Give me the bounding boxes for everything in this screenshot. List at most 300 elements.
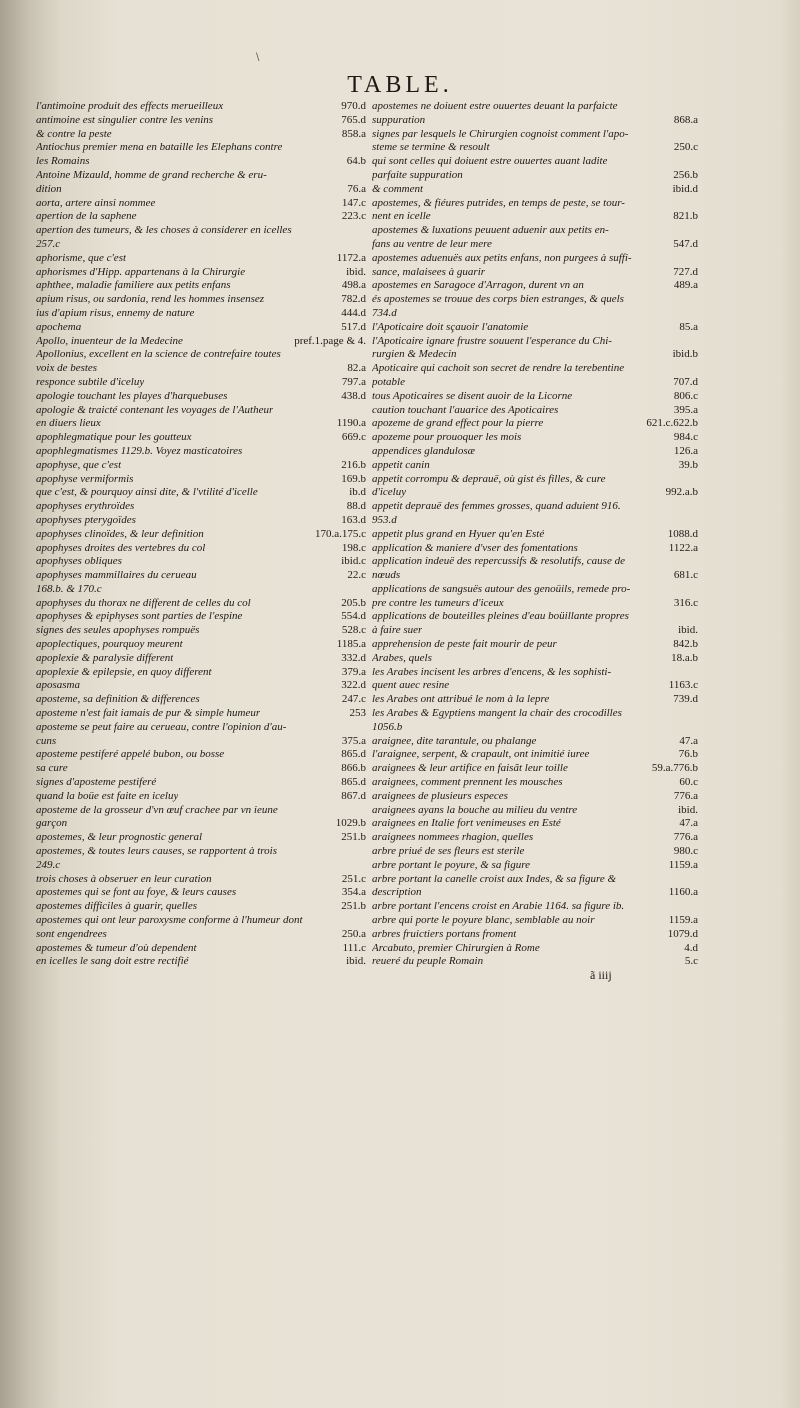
- index-entry-ref: 865.d: [341, 776, 366, 789]
- index-entry-ref: 821.b: [673, 210, 698, 223]
- index-entry-text: caution touchant l'auarice des Apoticaires: [372, 403, 559, 416]
- index-entry-ref: 59.a.776.b: [651, 762, 698, 775]
- index-entry: [372, 597, 698, 611]
- index-entry-text: applications de sangsuës autour des genoüils, remede pro-: [372, 582, 631, 595]
- index-entry-text: apophyses & epiphyses sont parties de l'espine: [36, 610, 243, 623]
- index-entry-text: araignees nommees rhagion, quelles: [372, 831, 534, 844]
- index-entry: [36, 845, 366, 859]
- index-entry: [372, 335, 698, 349]
- index-entry: [372, 431, 698, 445]
- index-entry-ref: 170.a.175.c: [314, 527, 366, 540]
- index-entry-text: arbre portant l'encens croist en Arabie 1164. sa figure ib.: [372, 900, 625, 913]
- index-entry-text: és apostemes se trouue des corps bien estranges, & quels: [372, 293, 624, 306]
- index-entry: [36, 500, 366, 514]
- index-entry-ref: 1029.b: [335, 817, 366, 830]
- index-entry: [36, 390, 366, 404]
- index-entry-ref: 322.d: [341, 679, 366, 692]
- index-entry: [36, 804, 366, 818]
- index-entry: [372, 762, 698, 776]
- index-entry-text: apochema: [36, 320, 82, 333]
- index-entry-text: 1056.b: [372, 720, 403, 733]
- index-entry: [36, 307, 366, 321]
- index-entry-text: Apollonius, excellent en la science de contrefaire toutes: [36, 348, 281, 361]
- index-entry-text: arbre portant la canelle croist aux Indes, & sa figure &: [372, 872, 617, 885]
- index-entry: [372, 486, 698, 500]
- index-entry-text: voix de bestes: [36, 362, 98, 375]
- index-entry-text: apophyses obliques: [36, 555, 122, 568]
- index-entry-text: araignee, dite tarantule, ou phalange: [372, 734, 537, 747]
- index-entry-ref: 980.c: [673, 845, 698, 858]
- index-entry: [372, 390, 698, 404]
- index-entry-ref: 970.d: [341, 100, 366, 112]
- index-entry-text: application & maniere d'vser des fomentations: [372, 541, 578, 554]
- index-entry-text: à faire suer: [372, 624, 423, 637]
- index-entry-text: apozeme de grand effect pour la pierre: [372, 417, 544, 430]
- index-entry-text: d'iceluy: [372, 486, 407, 499]
- index-entry-text: arbre portant le poyure, & sa figure: [372, 858, 530, 871]
- index-entry: [372, 638, 698, 652]
- index-entry: [36, 210, 366, 224]
- index-entry-text: apoplexie & paralysie different: [36, 651, 174, 664]
- index-entry: [36, 776, 366, 790]
- index-entry: [372, 238, 698, 252]
- index-entry-text: fans au ventre de leur mere: [372, 237, 492, 250]
- index-entry: [372, 293, 698, 307]
- index-entry-text: en diuers lieux: [36, 417, 101, 430]
- page-title: TABLE.: [347, 72, 453, 98]
- index-entry-text: apertion de la saphene: [36, 210, 137, 223]
- index-entry-text: arbre qui porte le poyure blanc, semblable au noir: [372, 914, 595, 927]
- index-entry: [372, 224, 698, 238]
- index-entry-text: apostemes, & leur prognostic general: [36, 831, 203, 844]
- index-entry-ref: 256.b: [673, 168, 698, 181]
- index-entry-text: appetit deprauë des femmes grosses, quand aduient 916.: [372, 500, 621, 513]
- index-entry-text: arbre priué de ses fleurs est sterile: [372, 845, 525, 858]
- index-entry-ref: 865.d: [341, 748, 366, 761]
- index-entry: [36, 348, 366, 362]
- index-entry: [36, 583, 366, 597]
- index-entry-text: apostemes aduenuës aux petits enfans, non purgees à suffi-: [372, 251, 632, 264]
- index-entry: [36, 569, 366, 583]
- index-entry-ref: 1122.a: [668, 541, 698, 554]
- index-entry: [372, 679, 698, 693]
- index-entry: [36, 790, 366, 804]
- index-entry-text: nent en icelle: [372, 210, 431, 223]
- index-entry: [372, 445, 698, 459]
- index-entry-text: quent auec resine: [372, 679, 450, 692]
- index-entry: [372, 790, 698, 804]
- index-entry: [36, 155, 366, 169]
- index-entry-ref: 1160.a: [668, 886, 698, 899]
- index-entry-text: 953.d: [372, 513, 397, 526]
- page-mark: \: [256, 52, 260, 63]
- index-entry-text: signes par lesquels le Chirurgien cognoist comment l'apo-: [372, 127, 629, 140]
- index-entry-text: antimoine est singulier contre les venins: [36, 113, 214, 126]
- index-entry-text: apophyses mammillaires du cerueau: [36, 569, 197, 582]
- index-entry-ref: 621.c.622.b: [646, 417, 698, 430]
- index-entry: [36, 486, 366, 500]
- index-entry: [36, 762, 366, 776]
- index-entry-text: apophyses erythroïdes: [36, 500, 135, 513]
- index-entry-ref: 5.c: [684, 955, 698, 968]
- index-entry-ref: 250.a: [341, 927, 366, 940]
- index-entry-ref: 251.b: [341, 831, 366, 844]
- index-entry: [372, 735, 698, 749]
- index-entry: [36, 624, 366, 638]
- index-entry-ref: 22.c: [347, 569, 366, 582]
- index-entry: [372, 748, 698, 762]
- index-entry: [372, 514, 698, 528]
- index-entry-ref: 1088.d: [667, 527, 698, 540]
- index-entry: [36, 831, 366, 845]
- index-entry: [36, 266, 366, 280]
- index-entry: [372, 417, 698, 431]
- index-entry-text: les Arabes incisent les arbres d'encens, & les sophisti-: [372, 665, 612, 678]
- index-entry: [36, 528, 366, 542]
- index-entry-text: l'araignee, serpent, & crapault, ont inimitié iuree: [372, 748, 590, 761]
- index-entry-ref: 332.d: [341, 651, 366, 664]
- index-entry-text: apostemes, & fiéures putrides, en temps de peste, se tour-: [372, 196, 625, 209]
- index-entry-text: les Arabes & Egyptiens mangent la chair des crocodilles: [372, 707, 622, 720]
- index-entry-text: parfaite suppuration: [372, 168, 463, 181]
- index-entry-text: l'antimoine produit des effects merueilleux: [36, 100, 224, 112]
- index-entry: [372, 279, 698, 293]
- index-entry: [372, 831, 698, 845]
- index-entry-text: signes des seules apophyses rompuës: [36, 624, 200, 637]
- index-entry-text: reueré du peuple Romain: [372, 955, 484, 968]
- index-entry-text: apophyse, que c'est: [36, 458, 122, 471]
- index-entry-ref: 163.d: [341, 513, 366, 526]
- index-entry: [36, 652, 366, 666]
- index-entry: [36, 473, 366, 487]
- index-entry: [372, 210, 698, 224]
- index-entry-ref: 251.b: [341, 900, 366, 913]
- index-entry: [372, 528, 698, 542]
- index-column-left: [36, 100, 366, 969]
- index-entry-text: les Romains: [36, 155, 90, 168]
- index-entry: [372, 183, 698, 197]
- index-entry: [36, 707, 366, 721]
- index-entry: [372, 707, 698, 721]
- index-entry-ref: 198.c: [341, 541, 366, 554]
- index-entry-text: araignees ayans la bouche au milieu du ventre: [372, 803, 578, 816]
- index-entry-text: araignees & leur artifice en faisãt leur toille: [372, 762, 568, 775]
- index-entry: [36, 252, 366, 266]
- index-entry-ref: 253: [349, 707, 366, 720]
- index-entry-ref: 47.a: [679, 817, 698, 830]
- index-entry-text: apophlegmatique pour les goutteux: [36, 431, 192, 444]
- index-entry-ref: ib.d: [349, 486, 366, 499]
- index-entry-ref: 64.b: [346, 155, 366, 168]
- index-entry: [36, 942, 366, 956]
- index-entry: [36, 638, 366, 652]
- index-entry: [36, 362, 366, 376]
- index-entry: [372, 859, 698, 873]
- index-entry-text: signes d'aposteme pestiferé: [36, 776, 157, 789]
- index-entry: [36, 459, 366, 473]
- index-entry: [372, 141, 698, 155]
- index-entry-text: quand la boüe est faite en iceluy: [36, 789, 179, 802]
- index-entry-text: araignees, comment prennent les mousches: [372, 776, 563, 789]
- index-entry-ref: 354.a: [341, 886, 366, 899]
- index-entry: [372, 362, 698, 376]
- index-entry-ref: ibid.c: [341, 555, 366, 568]
- index-entry: [372, 197, 698, 211]
- index-entry-text: appetit plus grand en Hyuer qu'en Esté: [372, 527, 545, 540]
- index-entry-text: sont engendrees: [36, 927, 107, 940]
- index-entry-text: araignees en Italie fort venimeuses en Esté: [372, 817, 561, 830]
- index-entry-ref: 806.c: [673, 389, 698, 402]
- index-entry-text: trois choses à obseruer en leur curation: [36, 872, 212, 885]
- index-entry: [372, 845, 698, 859]
- index-entry-text: sance, malaisees à guarir: [372, 265, 486, 278]
- index-entry: [372, 955, 698, 969]
- index-entry: [36, 886, 366, 900]
- index-entry-text: apprehension de peste fait mourir de peur: [372, 638, 557, 651]
- index-entry-text: qui sont celles qui doiuent estre ouuertes auant ladite: [372, 155, 608, 168]
- index-entry-text: apophlegmatismes 1129.b. Voyez masticatoires: [36, 444, 243, 457]
- index-entry-ref: 169.b: [341, 472, 366, 485]
- index-entry: [372, 583, 698, 597]
- index-entry-text: apostemes qui ont leur paroxysme conforme à l'humeur dont: [36, 914, 303, 927]
- index-entry-ref: 88.d: [346, 500, 366, 513]
- index-entry-ref: 992.a.b: [665, 486, 698, 499]
- index-entry: [372, 404, 698, 418]
- index-entry: [372, 942, 698, 956]
- index-entry: [372, 155, 698, 169]
- index-entry: [36, 404, 366, 418]
- index-entry-text: appetit canin: [372, 458, 430, 471]
- index-entry: [36, 542, 366, 556]
- index-entry-text: ius d'apium risus, ennemy de nature: [36, 306, 195, 319]
- index-entry-ref: 4.d: [684, 941, 698, 954]
- index-entry: [372, 459, 698, 473]
- index-entry-text: aposteme se peut faire au cerueau, contre l'opinion d'au-: [36, 720, 287, 733]
- index-entry-text: apozeme pour prouoquer les mois: [372, 431, 522, 444]
- index-entry: [372, 569, 698, 583]
- index-entry-ref: 205.b: [341, 596, 366, 609]
- index-entry-text: & contre la peste: [36, 127, 112, 140]
- index-entry-text: aphthee, maladie familiere aux petits enfans: [36, 279, 231, 292]
- index-entry-text: aposteme pestiferé appelé bubon, ou bosse: [36, 748, 225, 761]
- index-entry: [372, 873, 698, 887]
- index-entry-text: responce subtile d'iceluy: [36, 375, 145, 388]
- index-entry-text: araignees de plusieurs especes: [372, 789, 508, 802]
- index-entry-text: aposteme de la grosseur d'vn œuf crachee par vn ieune: [36, 803, 278, 816]
- index-entry-text: aposasma: [36, 679, 81, 692]
- index-entry-ref: 498.a: [341, 279, 366, 292]
- index-entry: [372, 928, 698, 942]
- index-entry-text: apostemes difficiles à guarir, quelles: [36, 900, 198, 913]
- index-entry: [36, 721, 366, 735]
- index-entry-text: dition: [36, 182, 62, 195]
- index-entry: [36, 128, 366, 142]
- index-entry-text: aposteme, sa definition & differences: [36, 693, 200, 706]
- index-entry-text: nœuds: [372, 569, 401, 582]
- index-entry-text: apoplectiques, pourquoy meurent: [36, 638, 183, 651]
- index-entry: [36, 817, 366, 831]
- index-entry-text: apophyse vermiformis: [36, 472, 134, 485]
- index-entry: [372, 914, 698, 928]
- index-entry-ref: 126.a: [673, 444, 698, 457]
- index-entry-text: Antoine Mizauld, homme de grand recherche & eru-: [36, 168, 267, 181]
- index-entry-text: garçon: [36, 817, 68, 830]
- index-entry-ref: 517.d: [341, 320, 366, 333]
- index-entry-ref: 147.c: [341, 196, 366, 209]
- index-entry-ref: 1163.c: [668, 679, 698, 692]
- index-entry: [372, 100, 698, 114]
- index-entry: [372, 555, 698, 569]
- index-entry: [372, 666, 698, 680]
- index-entry-text: apophyses pterygoïdes: [36, 513, 136, 526]
- index-entry-ref: 776.a: [673, 789, 698, 802]
- index-entry-text: potable: [372, 375, 405, 388]
- index-entry-text: apophyses du thorax ne different de celles du col: [36, 596, 251, 609]
- index-entry-text: 168.b. & 170.c: [36, 582, 102, 595]
- index-entry-ref: 528.c: [341, 624, 366, 637]
- index-entry-ref: 39.b: [678, 458, 698, 471]
- index-entry: [372, 307, 698, 321]
- index-entry: [36, 183, 366, 197]
- index-entry-text: apophyses droites des vertebres du col: [36, 541, 206, 554]
- index-entry-ref: 739.d: [673, 693, 698, 706]
- index-entry-text: aposteme n'est fait iamais de pur & simple humeur: [36, 707, 261, 720]
- index-entry: [372, 817, 698, 831]
- index-entry-ref: 866.b: [341, 762, 366, 775]
- index-entry-text: description: [372, 886, 422, 899]
- index-entry-ref: 797.a: [341, 375, 366, 388]
- index-entry-text: tous Apoticaires se disent auoir de la Licorne: [372, 389, 573, 402]
- index-entry-ref: ibid.: [678, 803, 698, 816]
- index-entry-text: que c'est, & pourquoy ainsi dite, & l'vtilité d'icelle: [36, 486, 258, 499]
- index-entry-ref: 76.b: [678, 748, 698, 761]
- index-entry: [36, 597, 366, 611]
- index-entry: [372, 721, 698, 735]
- index-entry: [372, 252, 698, 266]
- index-entry: [372, 348, 698, 362]
- index-entry-ref: 379.a: [341, 665, 366, 678]
- index-entry-ref: 489.a: [673, 279, 698, 292]
- index-entry-text: Arabes, quels: [372, 651, 432, 664]
- index-entry-ref: 669.c: [341, 431, 366, 444]
- index-entry-text: apostemes en Saragoce d'Arragon, durent vn an: [372, 279, 584, 292]
- index-entry-ref: 438.d: [341, 389, 366, 402]
- index-entry-ref: 76.a: [347, 182, 366, 195]
- index-entry-text: 734.d: [372, 306, 397, 319]
- index-entry-ref: 765.d: [341, 113, 366, 126]
- index-entry: [372, 266, 698, 280]
- index-entry-ref: 316.c: [673, 596, 698, 609]
- index-entry-text: l'Apoticaire ignare frustre souuent l'esperance du Chi-: [372, 334, 612, 347]
- index-entry-ref: 554.d: [341, 610, 366, 623]
- index-entry: [36, 335, 366, 349]
- index-entry: [372, 900, 698, 914]
- index-entry-ref: 776.a: [673, 831, 698, 844]
- index-entry: [36, 555, 366, 569]
- index-entry-text: Arcabuto, premier Chirurgien à Rome: [372, 941, 540, 954]
- index-entry: [36, 735, 366, 749]
- index-entry-ref: pref.1.page & 4.: [294, 334, 366, 347]
- index-entry: [36, 914, 366, 928]
- index-entry-text: sa cure: [36, 762, 68, 775]
- index-entry-ref: 858.a: [341, 127, 366, 140]
- index-entry-text: apium risus, ou sardonia, rend les hommes insensez: [36, 293, 265, 306]
- index-entry: [372, 500, 698, 514]
- index-entry-ref: 250.c: [673, 141, 698, 154]
- index-entry-text: apostemes qui se font au foye, & leurs causes: [36, 886, 237, 899]
- index-entry-text: aphorismes d'Hipp. appartenans à la Chirurgie: [36, 265, 246, 278]
- index-entry-ref: 984.c: [673, 431, 698, 444]
- index-entry-text: en icelles le sang doit estre rectifié: [36, 955, 189, 968]
- index-entry-text: apostemes ne doiuent estre ouuertes deuant la parfaicte: [372, 100, 618, 112]
- index-entry: [372, 321, 698, 335]
- index-entry: [36, 114, 366, 128]
- index-entry-ref: 1190.a: [336, 417, 366, 430]
- index-entry: [36, 417, 366, 431]
- index-entry-ref: 727.d: [673, 265, 698, 278]
- index-entry: [36, 955, 366, 969]
- index-entry-ref: 842.b: [673, 638, 698, 651]
- index-entry-text: Antiochus premier mena en bataille les Elephans contre: [36, 141, 283, 154]
- index-entry-text: apologie & traicté contenant les voyages de l'Autheur: [36, 403, 274, 416]
- index-entry: [36, 197, 366, 211]
- index-entry-text: suppuration: [372, 113, 426, 126]
- index-entry: [36, 100, 366, 114]
- index-entry-ref: ibid.: [678, 624, 698, 637]
- index-entry-text: application indeuë des repercussifs & resolutifs, cause de: [372, 555, 625, 568]
- index-entry-ref: 1159.a: [668, 858, 698, 871]
- index-entry: [372, 169, 698, 183]
- index-entry-text: appendices glandulosæ: [372, 444, 475, 457]
- index-entry-ref: 375.a: [341, 734, 366, 747]
- index-entry-ref: 867.d: [341, 789, 366, 802]
- index-entry-text: apertion des tumeurs, & les choses à considerer en icelles: [36, 224, 292, 237]
- index-entry: [36, 169, 366, 183]
- index-entry: [372, 376, 698, 390]
- index-entry-text: apologie touchant les playes d'harquebuses: [36, 389, 228, 402]
- index-entry-text: aphorisme, que c'est: [36, 251, 127, 264]
- index-entry: [36, 693, 366, 707]
- index-entry-ref: 1172.a: [336, 251, 366, 264]
- index-entry-text: Apollo, inuenteur de la Medecine: [36, 334, 183, 347]
- index-entry: [36, 859, 366, 873]
- index-entry-ref: 395.a: [673, 403, 698, 416]
- index-entry: [36, 141, 366, 155]
- index-entry-text: l'Apoticaire doit sçauoir l'anatomie: [372, 320, 529, 333]
- index-entry-ref: 707.d: [673, 375, 698, 388]
- index-entry-text: les Arabes ont attribué le nom à la lepre: [372, 693, 550, 706]
- index-entry-text: & comment: [372, 182, 424, 195]
- index-entry: [372, 652, 698, 666]
- index-entry: [36, 666, 366, 680]
- index-entry: [36, 279, 366, 293]
- index-entry: [372, 624, 698, 638]
- index-entry-text: steme se termine & resoult: [372, 141, 490, 154]
- index-entry-text: applications de bouteilles pleines d'eau boüillante propres: [372, 610, 629, 623]
- index-entry-text: Apoticaire qui cachoit son secret de rendre la terebentine: [372, 362, 625, 375]
- index-entry: [372, 886, 698, 900]
- index-entry-text: aorta, artere ainsi nommee: [36, 196, 156, 209]
- index-entry-ref: 82.a: [347, 362, 366, 375]
- index-entry: [372, 114, 698, 128]
- index-entry-ref: ibid.: [346, 265, 366, 278]
- index-entry: [36, 376, 366, 390]
- index-entry: [36, 431, 366, 445]
- index-entry: [372, 804, 698, 818]
- index-entry-ref: 1079.d: [667, 927, 698, 940]
- index-entry-ref: 1159.a: [668, 914, 698, 927]
- index-entry-ref: 223.c: [341, 210, 366, 223]
